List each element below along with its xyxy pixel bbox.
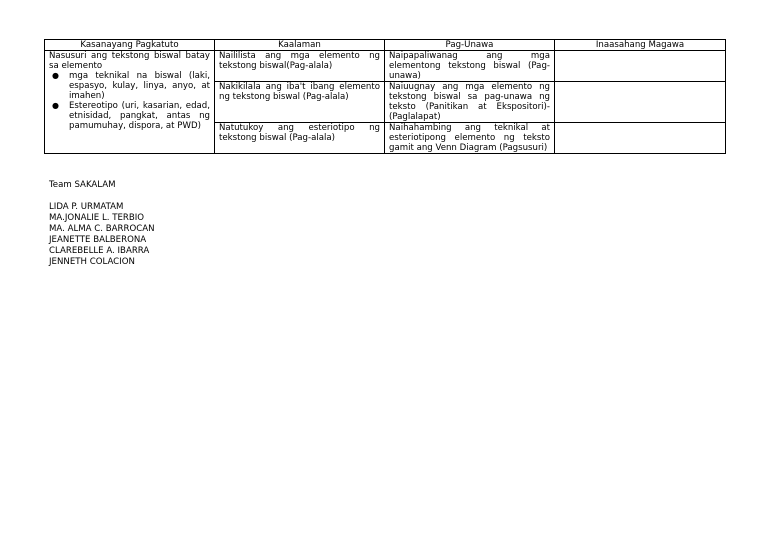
bullet-text: Estereotipo (uri, kasarian, edad, etnisidad, pangkat, antas ng pamumuhay, dispora, at PWD) <box>69 101 210 131</box>
competency-cell <box>45 51 215 154</box>
team-member: JENNETH COLACION <box>49 257 135 267</box>
list-item <box>52 101 210 131</box>
bullet-text: mga teknikal na biswal (laki, espasyo, kulay, linya, anyo, at imahen) <box>69 71 210 101</box>
team-member: JEANETTE BALBERONA <box>49 235 147 245</box>
inaasahan-cell <box>555 51 726 82</box>
team-credits <box>49 180 155 268</box>
list-item <box>52 71 210 101</box>
header-kaalaman: Kaalaman <box>215 40 385 51</box>
header-inaasahang-magawa: Inaasahang Magawa <box>555 40 726 51</box>
competency-table <box>44 39 726 154</box>
pag-unawa-cell: Naipapaliwanag ang mga elementong tekstong biswal (Pag-unawa) <box>385 51 555 82</box>
bullet-icon: ● <box>52 101 59 110</box>
header-pag-unawa: Pag-Unawa <box>385 40 555 51</box>
header-kasanayang-pagkatuto: Kasanayang Pagkatuto <box>45 40 215 51</box>
competency-intro: Nasusuri ang tekstong biswal batay sa elemento <box>49 51 210 71</box>
inaasahan-cell <box>555 123 726 154</box>
team-member: MA. ALMA C. BARROCAN <box>49 224 155 234</box>
pag-unawa-cell: Naihahambing ang teknikal at esteriotipong elemento ng teksto gamit ang Venn Diagram (Pagsusuri) <box>385 123 555 154</box>
table-row <box>45 51 726 82</box>
competency-bullet-list <box>49 71 210 131</box>
bullet-icon: ● <box>52 71 59 80</box>
pag-unawa-cell: Naiuugnay ang mga elemento ng tekstong biswal sa pag-unawa ng teksto (Panitikan at Ekspositori)-(Paglalapat) <box>385 82 555 123</box>
kaalaman-cell: Naililista ang mga elemento ng tekstong biswal(Pag-alala) <box>215 51 385 82</box>
team-name: Team SAKALAM <box>49 180 116 190</box>
inaasahan-cell <box>555 82 726 123</box>
team-member: LIDA P. URMATAM <box>49 202 124 212</box>
kaalaman-cell: Nakikilala ang iba't ibang elemento ng tekstong biswal (Pag-alala) <box>215 82 385 123</box>
kaalaman-cell: Natutukoy ang esteriotipo ng tekstong biswal (Pag-alala) <box>215 123 385 154</box>
team-member: MA.JONALIE L. TERBIO <box>49 213 145 223</box>
team-member: CLAREBELLE A. IBARRA <box>49 246 150 256</box>
table-header-row <box>45 40 726 51</box>
